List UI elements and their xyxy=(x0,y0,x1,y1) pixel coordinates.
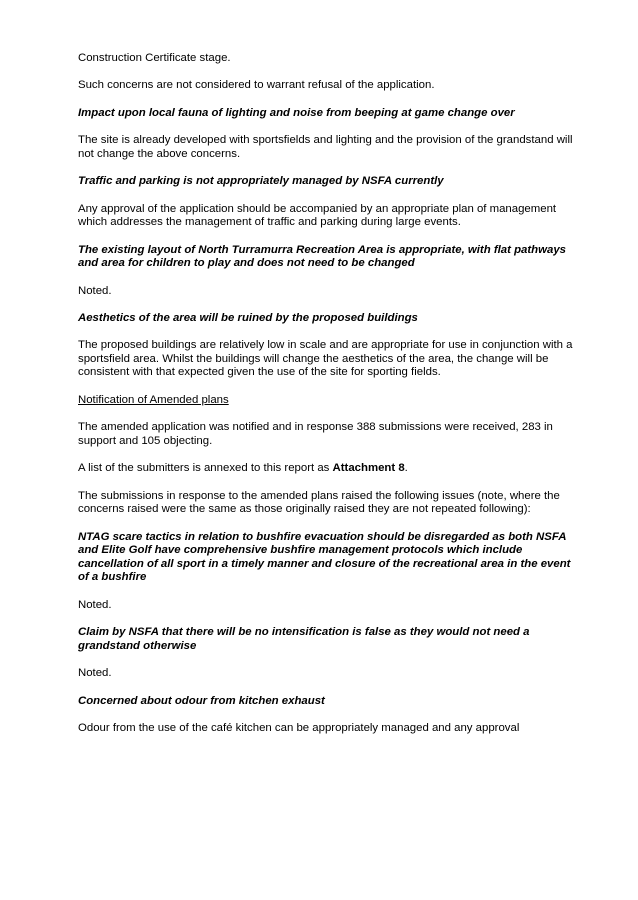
paragraph-issues-raised: The submissions in response to the amended plans raised the following issues (note, where the concerns raised were the same as those originally raised they are not repeated following): xyxy=(78,489,560,516)
paragraph-list-of-submitters xyxy=(78,462,578,476)
attachment-reference: Attachment 8 xyxy=(332,462,405,475)
paragraph-site-already-developed: The site is already developed with sportsfields and lighting and the provision of the grandstand will not change the above concerns. xyxy=(78,134,573,160)
heading-traffic-parking: Traffic and parking is not appropriately managed by NSFA currently xyxy=(78,175,444,188)
heading-kitchen-odour: Concerned about odour from kitchen exhaust xyxy=(78,694,325,707)
paragraph-noted-1: Noted. xyxy=(78,284,112,297)
submitters-text-end: . xyxy=(404,462,408,475)
paragraph-plan-of-management: Any approval of the application should be accompanied by an appropriate plan of management which addresses the management of traffic and parking during large events. xyxy=(78,202,557,229)
paragraph-noted-2: Noted. xyxy=(78,598,112,611)
paragraph-noted-3: Noted. xyxy=(78,667,112,680)
paragraph-odour-managed: Odour from the use of the café kitchen can be appropriately managed and any approval xyxy=(78,721,520,734)
heading-ntag-bushfire: NTAG scare tactics in relation to bushfire evacuation should be disregarded as both NSFA and Elite Golf have comprehensive bushfire management protocols which include cancellation of all sport in a timely manner and closure of the recreational area in the event of a bushfire xyxy=(78,530,571,584)
paragraph-concerns-not-warrant-refusal: Such concerns are not considered to warrant refusal of the application. xyxy=(78,79,435,92)
section-title-notification-amended-plans: Notification of Amended plans xyxy=(78,393,229,406)
heading-aesthetics: Aesthetics of the area will be ruined by the proposed buildings xyxy=(78,311,418,324)
paragraph-construction-certificate: Construction Certificate stage. xyxy=(78,52,231,64)
document-page xyxy=(78,52,578,749)
paragraph-submissions-received: The amended application was notified and in response 388 submissions were received, 283 in support and 105 objecting. xyxy=(78,421,553,447)
heading-existing-layout: The existing layout of North Turramurra Recreation Area is appropriate, with flat pathways and area for children to play and does not need to be changed xyxy=(78,243,567,270)
heading-fauna-lighting-noise: Impact upon local fauna of lighting and noise from beeping at game change over xyxy=(78,106,515,119)
paragraph-buildings-low-scale: The proposed buildings are relatively low in scale and are appropriate for use in conjunction with a sportsfield area. Whilst the buildings will change the aesthetics of the area, the change will be consistent with that expected given the use of the site for sporting fields. xyxy=(78,339,573,379)
submitters-text: A list of the submitters is annexed to this report as xyxy=(78,462,333,475)
heading-intensification-claim: Claim by NSFA that there will be no intensification is false as they would not need a grandstand otherwise xyxy=(78,626,530,652)
